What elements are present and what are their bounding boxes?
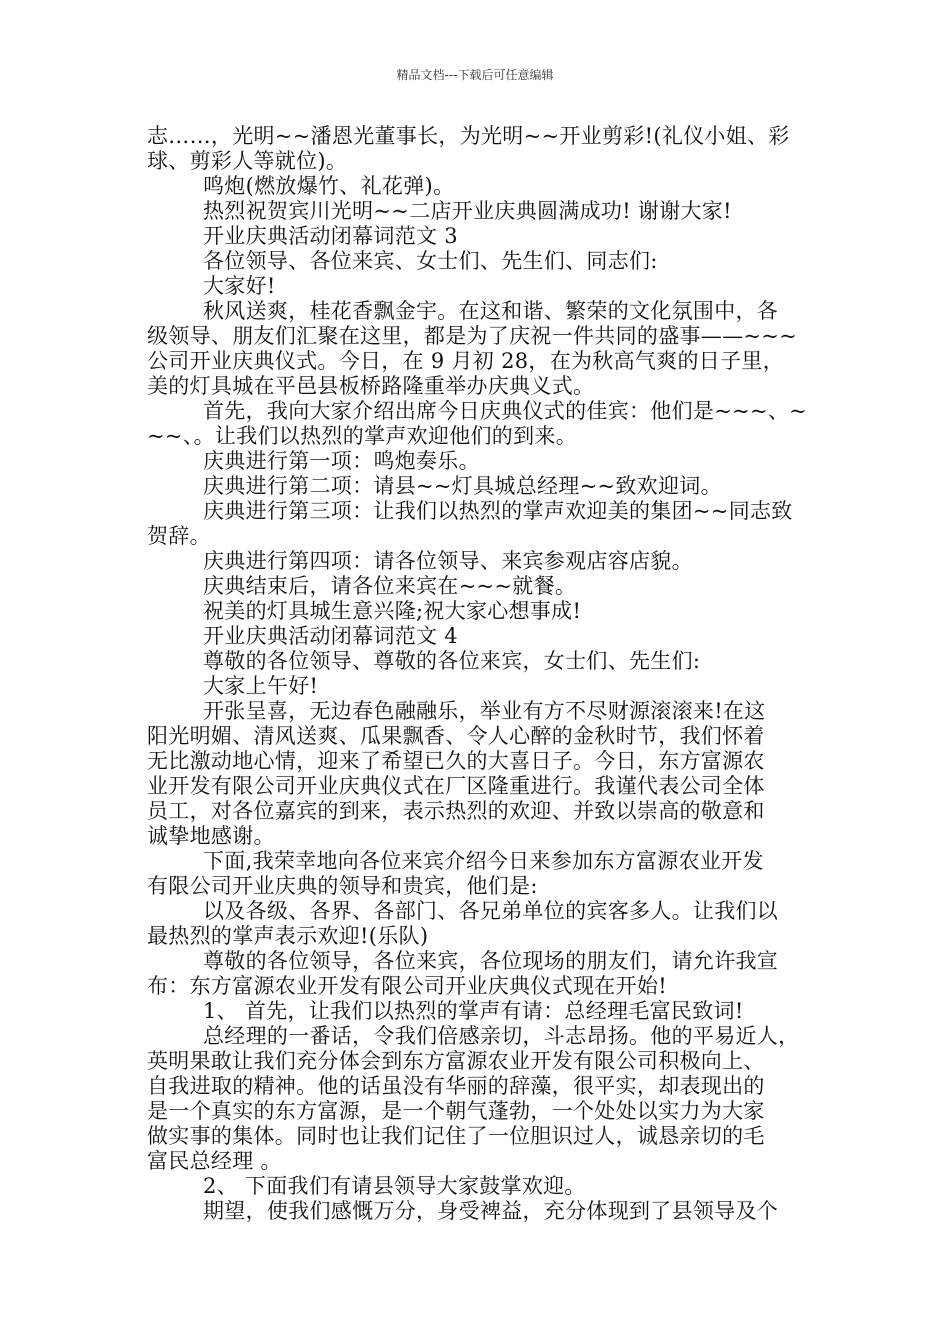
- text-line: 开业庆典活动闭幕词范文 4: [203, 624, 458, 648]
- text-line: 鸣炮(燃放爆竹、礼花弹)。: [203, 174, 455, 198]
- text-line: 庆典进行第三项：让我们以热烈的掌声欢迎美的集团~~同志致: [203, 499, 793, 523]
- document-body: [147, 124, 812, 1224]
- text-line: 级领导、朋友们汇聚在这里，都是为了庆祝一件共同的盛事——~~~: [147, 324, 798, 348]
- text-line: 下面,我荣幸地向各位来宾介绍今日来参加东方富源农业开发: [203, 849, 764, 873]
- text-line: 期望，使我们感慨万分，身受裨益，充分体现到了县领导及个: [203, 1199, 779, 1223]
- text-line: 业开发有限公司开业庆典仪式在厂区隆重进行。我谨代表公司全体: [147, 774, 765, 798]
- text-line: 以及各级、各界、各部门、各兄弟单位的宾客多人。让我们以: [203, 899, 779, 923]
- text-line: 贺辞。: [147, 524, 211, 548]
- text-line: 是一个真实的东方富源，是一个朝气蓬勃，一个处处以实力为大家: [147, 1099, 765, 1123]
- text-line: 富民总经理 。: [147, 1149, 282, 1173]
- text-line: 各位领导、各位来宾、女士们、先生们、同志们:: [203, 249, 658, 273]
- text-line: 大家上午好!: [203, 674, 319, 698]
- text-line: 庆典进行第一项：鸣炮奏乐。: [203, 449, 480, 473]
- text-line: 庆典进行第四项：请各位领导、来宾参观店容店貌。: [203, 549, 693, 573]
- text-line: 尊敬的各位领导，各位来宾，各位现场的朋友们，请允许我宣: [203, 949, 779, 973]
- text-line: 做实事的集体。同时也让我们记住了一位胆识过人，诚恳亲切的毛: [147, 1124, 765, 1148]
- text-line: 庆典进行第二项：请县~~灯具城总经理~~致欢迎词。: [203, 474, 722, 498]
- text-line: 最热烈的掌声表示欢迎!(乐队): [147, 924, 429, 948]
- text-line: 2、 下面我们有请县领导大家鼓掌欢迎。: [203, 1174, 586, 1198]
- text-line: 美的灯具城在平邑县板桥路隆重举办庆典义式。: [147, 374, 595, 398]
- text-line: 1、 首先，让我们以热烈的掌声有请：总经理毛富民致词!: [203, 999, 744, 1023]
- text-line: 自我进取的精神。他的话虽没有华丽的辞藻，很平实，却表现出的: [147, 1074, 765, 1098]
- text-line: 庆典结束后，请各位来宾在~~~就餐。: [203, 574, 577, 598]
- text-line: 英明果敢让我们充分体会到东方富源农业开发有限公司积极向上、: [147, 1049, 765, 1073]
- text-line: 尊敬的各位领导、尊敬的各位来宾，女士们、先生们:: [203, 649, 701, 673]
- text-line: 有限公司开业庆典的领导和贵宾，他们是:: [147, 874, 538, 898]
- text-line: 热烈祝贺宾川光明~~二店开业庆典圆满成功! 谢谢大家!: [203, 199, 732, 223]
- text-line: 首先，我向大家介绍出席今日庆典仪式的佳宾：他们是~~~、~: [203, 399, 808, 423]
- text-line: 无比激动地心情，迎来了希望已久的大喜日子。今日，东方富源农: [147, 749, 765, 773]
- text-line: 祝美的灯具城生意兴隆;祝大家心想事成!: [203, 599, 582, 623]
- text-line: 诚挚地感谢。: [147, 824, 275, 848]
- text-line: 开张呈喜，无边春色融融乐，举业有方不尽财源滚滚来!在这: [203, 699, 766, 723]
- text-line: 总经理的一番话，令我们倍感亲切，斗志昂扬。他的平易近人，: [203, 1024, 800, 1048]
- text-line: 球、剪彩人等就位)。: [147, 149, 348, 173]
- text-line: 秋风送爽，桂花香飘金宇。在这和谐、繁荣的文化氛围中，各: [203, 299, 779, 323]
- text-line: 公司开业庆典仪式。今日，在 9 月初 28，在为秋高气爽的日子里，: [147, 349, 785, 373]
- text-line: 布：东方富源农业开发有限公司开业庆典仪式现在开始!: [147, 974, 667, 998]
- page-header: 精品文档---下载后可任意编辑: [396, 68, 554, 82]
- text-line: 志……，光明~~潘恩光董事长，为光明~~开业剪彩!(礼仪小姐、彩: [147, 124, 790, 148]
- text-line: 阳光明媚、清风送爽、瓜果飘香、令人心醉的金秋时节，我们怀着: [147, 724, 765, 748]
- text-line: 员工，对各位嘉宾的到来，表示热烈的欢迎、并致以崇高的敬意和: [147, 799, 765, 823]
- text-line: 开业庆典活动闭幕词范文 3: [203, 224, 458, 248]
- text-line: ~~、。让我们以热烈的掌声欢迎他们的到来。: [147, 424, 577, 448]
- text-line: 大家好!: [203, 274, 276, 298]
